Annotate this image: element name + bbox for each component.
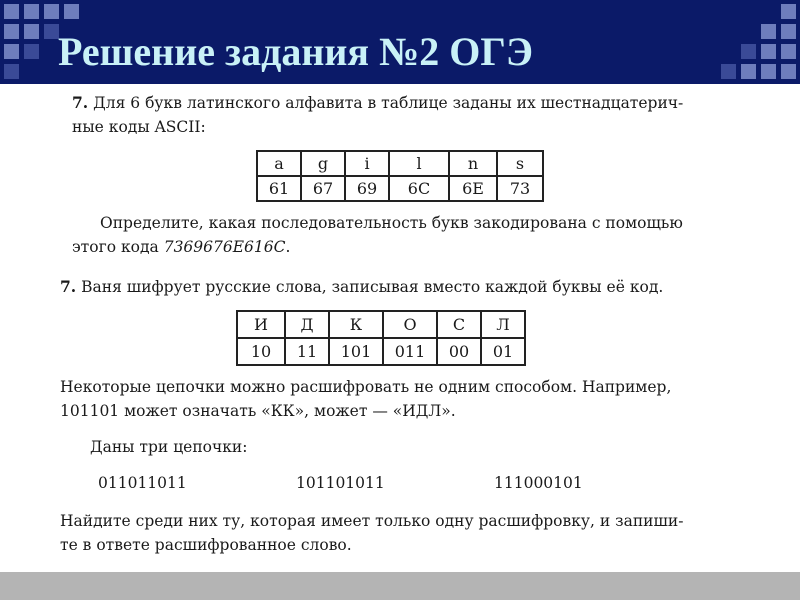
decor-square (781, 44, 796, 59)
decor-square (781, 24, 796, 39)
task1-text-line1: Для 6 букв латинского алфавита в таблице заданы их шестнадцатерич- (93, 94, 684, 112)
task2-line1 (60, 276, 663, 298)
decor-square (761, 24, 776, 39)
chains-label: Даны три цепочки: (90, 438, 248, 456)
code-cell: 61 (257, 176, 301, 201)
code-cell: 67 (301, 176, 345, 201)
code-cell: 011 (383, 338, 437, 365)
decor-square (24, 24, 39, 39)
code-cell: 11 (285, 338, 329, 365)
decor-square (4, 44, 19, 59)
chain-2: 101101011 (296, 474, 385, 492)
letter-cell: l (389, 151, 449, 176)
decor-square (44, 24, 59, 39)
code-cell: 10 (237, 338, 285, 365)
task2-para1-line2: 101101 может означать «КК», может — «ИДЛ». (60, 402, 456, 420)
task1-line1 (72, 92, 683, 114)
codes-row (237, 338, 525, 365)
letter-cell: С (437, 311, 481, 338)
task1-question-line1: Определите, какая последовательность букв закодирована с помощью (100, 214, 683, 232)
code-cell: 6C (389, 176, 449, 201)
code-cell: 69 (345, 176, 389, 201)
decor-square (24, 44, 39, 59)
code-cell: 73 (497, 176, 543, 201)
letter-cell: s (497, 151, 543, 176)
decor-square (24, 4, 39, 19)
letter-cell: К (329, 311, 383, 338)
letter-cell: Д (285, 311, 329, 338)
decor-square (741, 44, 756, 59)
task2-final-line1: Найдите среди них ту, которая имеет только одну расшифровку, и запиши- (60, 512, 684, 530)
letter-cell: a (257, 151, 301, 176)
slide-title: Решение задания №2 ОГЭ (58, 29, 533, 74)
code-cell: 6E (449, 176, 497, 201)
footer-bar (0, 572, 800, 600)
letter-cell: i (345, 151, 389, 176)
decor-square (761, 44, 776, 59)
letter-cell: n (449, 151, 497, 176)
code-cell: 00 (437, 338, 481, 365)
decor-square (721, 64, 736, 79)
decor-square (44, 4, 59, 19)
decor-square (4, 24, 19, 39)
question-prefix: этого кода (72, 238, 164, 256)
decor-square (4, 64, 19, 79)
code-cell: 01 (481, 338, 525, 365)
code-cell: 101 (329, 338, 383, 365)
decor-square (781, 4, 796, 19)
task2-number: 7. (60, 277, 77, 296)
decor-square (781, 64, 796, 79)
letters-row (237, 311, 525, 338)
codes-row (257, 176, 543, 201)
decor-square (64, 4, 79, 19)
letters-row (257, 151, 543, 176)
task1-number: 7. (72, 93, 89, 112)
question-hex-code: 7369676E616C (163, 238, 286, 256)
chain-1: 011011011 (98, 474, 187, 492)
letter-cell: Л (481, 311, 525, 338)
decor-square (4, 4, 19, 19)
task2-text-line1: Ваня шифрует русские слова, записывая вместо каждой буквы её код. (81, 278, 664, 296)
question-suffix: . (285, 238, 291, 256)
decor-square (761, 64, 776, 79)
letter-cell: О (383, 311, 437, 338)
task1-question-line2 (72, 236, 290, 258)
slide-header (0, 0, 800, 84)
letter-code-table (236, 310, 526, 366)
task2-para1-line1: Некоторые цепочки можно расшифровать не одним способом. Например, (60, 378, 672, 396)
letter-cell: И (237, 311, 285, 338)
letter-cell: g (301, 151, 345, 176)
chain-3: 111000101 (494, 474, 583, 492)
decor-square (741, 64, 756, 79)
task2-final-line2: те в ответе расшифрованное слово. (60, 536, 352, 554)
task1-text-line2: ные коды ASCII: (72, 118, 206, 136)
ascii-code-table (256, 150, 544, 202)
